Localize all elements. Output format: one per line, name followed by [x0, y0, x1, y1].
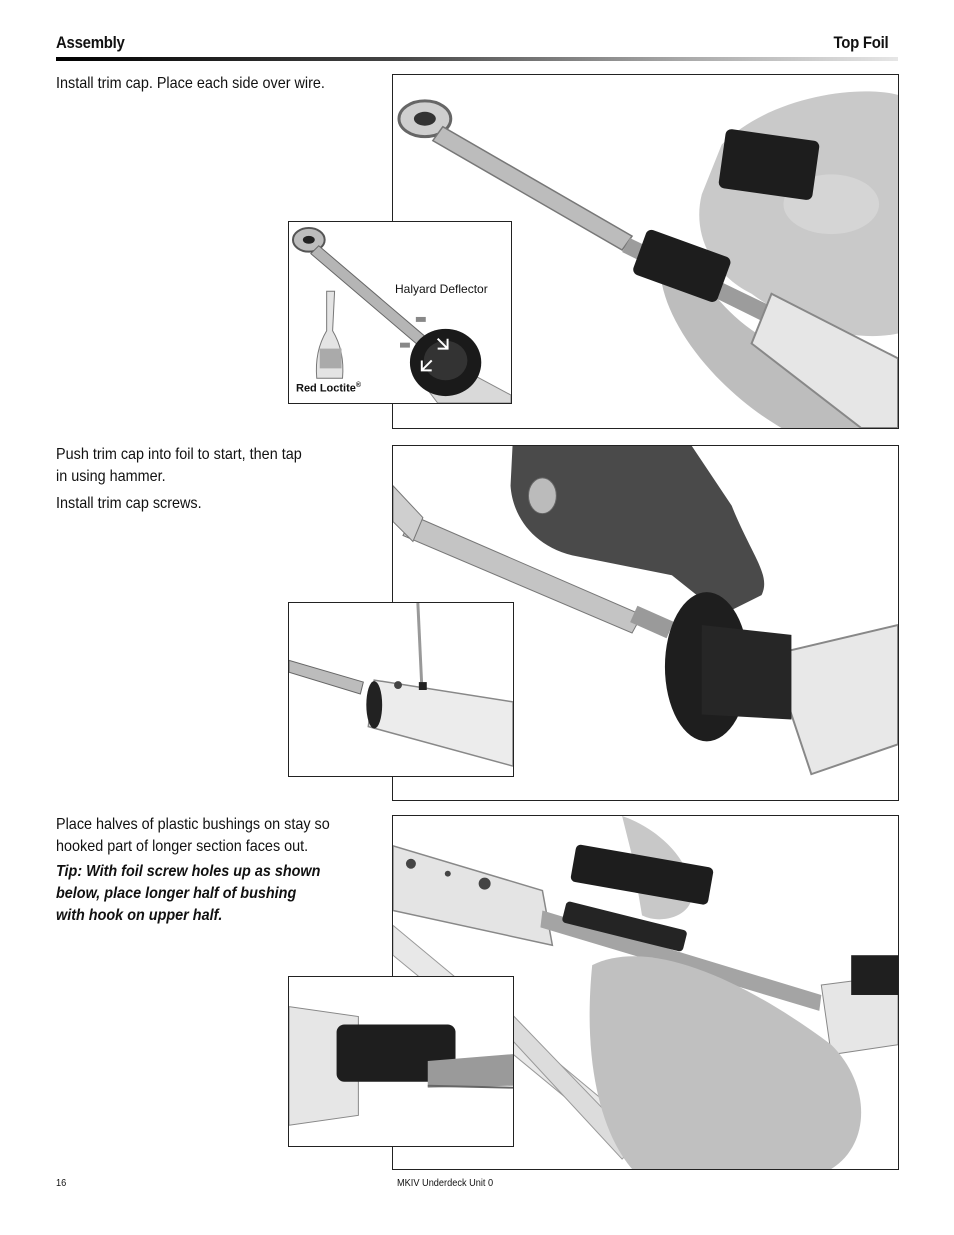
tip-line-2: below, place longer half of bushing — [56, 885, 297, 902]
red-loctite-text: Red Loctite — [296, 382, 356, 395]
step-2-inset — [288, 602, 514, 777]
topic-title: Top Foil — [833, 33, 888, 52]
red-loctite-label — [296, 382, 361, 395]
step-2-text-line-1: Push trim cap into foil to start, then tap — [56, 446, 302, 463]
doc-title: MKIV Underdeck Unit 0 — [397, 1178, 494, 1189]
step-1-inset — [288, 221, 512, 404]
section-title: Assembly — [56, 33, 125, 52]
page-number: 16 — [56, 1178, 67, 1189]
header-rule — [56, 57, 898, 61]
step-2-text-line-3: Install trim cap screws. — [56, 495, 202, 512]
step-2-text-line-2: in using hammer. — [56, 468, 166, 485]
step-3-text-line-2: hooked part of longer section faces out. — [56, 838, 309, 855]
halyard-deflector-label: Halyard Deflector — [395, 282, 488, 296]
step-3-text-line-1: Place halves of plastic bushings on stay so — [56, 816, 330, 833]
tip-line-3: with hook on upper half. — [56, 907, 223, 924]
tip-line-1: Tip: With foil screw holes up as shown — [56, 863, 321, 880]
registered-mark: ® — [355, 382, 362, 389]
tip-text — [56, 861, 353, 927]
step-3-inset — [288, 976, 514, 1147]
step-1-text: Install trim cap. Place each side over wire. — [56, 75, 325, 92]
